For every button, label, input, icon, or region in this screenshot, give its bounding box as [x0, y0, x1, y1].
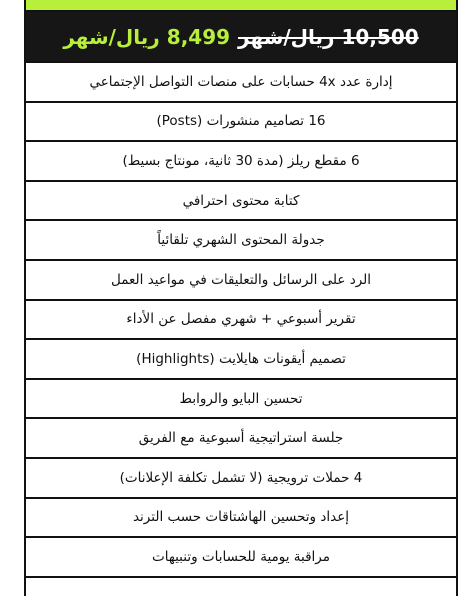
feature-item: تصميم أيقونات هايلايت (Highlights)	[26, 340, 456, 380]
feature-item: جلسة استراتيجية أسبوعية مع الفريق	[26, 419, 456, 459]
pricing-card	[24, 0, 458, 596]
old-price: 10,500 ريال/شهر	[238, 24, 419, 49]
new-price: 8,499 ريال/شهر	[63, 24, 231, 49]
feature-item: تحسين البايو والروابط	[26, 380, 456, 420]
feature-item: جدولة المحتوى الشهري تلقائياً	[26, 221, 456, 261]
feature-item: 16 تصاميم منشورات (Posts)	[26, 103, 456, 143]
feature-item: إعداد وتحسين الهاشتاقات حسب الترند	[26, 499, 456, 539]
feature-item: الرد على الرسائل والتعليقات في مواعيد العمل	[26, 261, 456, 301]
feature-item: كتابة محتوى احترافي	[26, 182, 456, 222]
feature-item: 4 حملات ترويجية (لا تشمل تكلفة الإعلانات)	[26, 459, 456, 499]
feature-item: مراقبة يومية للحسابات وتنبيهات	[26, 538, 456, 578]
feature-item: 6 مقطع ريلز (مدة 30 ثانية، مونتاج بسيط)	[26, 142, 456, 182]
price-banner	[26, 12, 456, 63]
feature-item: تقرير أسبوعي + شهري مفصل عن الأداء	[26, 301, 456, 341]
feature-item: إدارة عدد 4x حسابات على منصات التواصل الإجتماعي	[26, 63, 456, 103]
plan-header-accent	[26, 0, 456, 12]
feature-list	[26, 63, 456, 578]
